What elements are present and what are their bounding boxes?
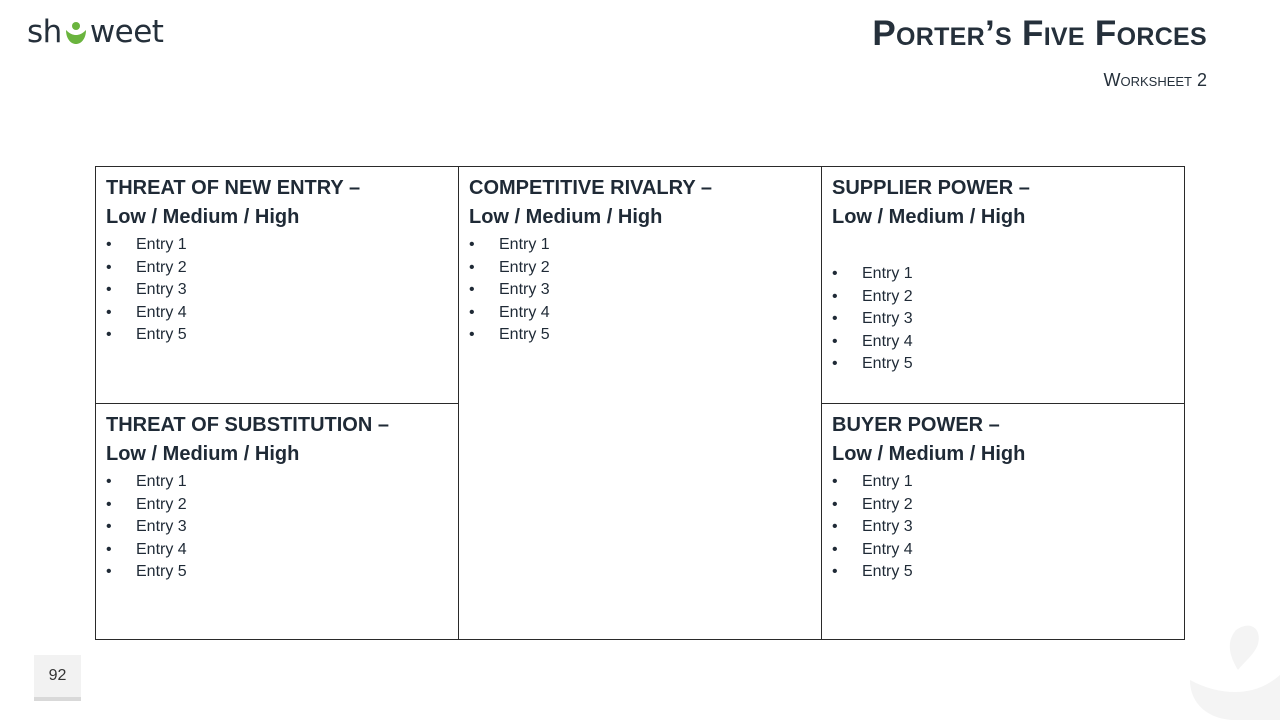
bullet-icon: • — [832, 287, 838, 305]
bullet-icon: • — [106, 236, 112, 253]
logo-text-start: sh — [27, 14, 62, 50]
entry-list — [106, 234, 448, 347]
entry-text: Entry 1 — [862, 265, 913, 282]
heading-rating: Low / Medium / High — [106, 206, 300, 228]
bullet-icon: • — [106, 258, 112, 276]
list-item — [469, 279, 811, 302]
list-item — [832, 308, 1174, 331]
entry-text: Entry 3 — [862, 310, 913, 327]
list-item — [106, 471, 448, 494]
bullet-icon: • — [469, 258, 475, 276]
entry-text: Entry 4 — [499, 303, 550, 321]
entry-text: Entry 2 — [136, 258, 187, 276]
bullet-icon: • — [106, 281, 112, 298]
entry-text: Entry 5 — [862, 563, 913, 580]
list-item — [832, 494, 1174, 517]
list-item — [469, 302, 811, 325]
cell-supplier-power — [822, 167, 1184, 404]
cell-heading — [832, 174, 1174, 232]
entry-text: Entry 4 — [862, 332, 913, 350]
slide-subtitle: Worksheet 2 — [1103, 70, 1207, 90]
list-item — [106, 257, 448, 280]
logo-text-end: weet — [89, 14, 164, 50]
list-item — [106, 324, 448, 347]
cell-heading — [106, 174, 448, 232]
entry-list — [469, 234, 811, 347]
bullet-icon: • — [106, 495, 112, 513]
bullet-icon: • — [832, 518, 838, 535]
bullet-icon: • — [106, 303, 112, 321]
list-item — [832, 539, 1174, 562]
bullet-icon: • — [832, 310, 838, 327]
heading-rating: Low / Medium / High — [469, 206, 663, 228]
list-item — [832, 263, 1174, 286]
cell-competitive-rivalry — [459, 167, 822, 639]
bullet-icon: • — [832, 473, 838, 490]
entry-text: Entry 5 — [499, 326, 550, 343]
list-item — [832, 286, 1174, 309]
bullet-icon: • — [469, 303, 475, 321]
list-item — [106, 279, 448, 302]
entry-text: Entry 5 — [136, 326, 187, 343]
heading-title: SUPPLIER POWER – — [832, 177, 1030, 199]
bullet-icon: • — [832, 563, 838, 580]
list-item — [106, 234, 448, 257]
list-item — [832, 516, 1174, 539]
bullet-icon: • — [106, 326, 112, 343]
bullet-icon: • — [469, 326, 475, 343]
bullet-icon: • — [106, 540, 112, 558]
entry-text: Entry 2 — [136, 495, 187, 513]
list-item — [469, 324, 811, 347]
heading-rating: Low / Medium / High — [832, 206, 1026, 228]
list-item — [106, 561, 448, 584]
list-item — [832, 331, 1174, 354]
five-forces-grid — [95, 166, 1185, 640]
entry-list — [832, 263, 1174, 376]
cell-threat-of-substitution — [96, 404, 459, 640]
heading-title: THREAT OF NEW ENTRY – — [106, 177, 361, 199]
entry-text: Entry 4 — [136, 303, 187, 321]
heading-rating: Low / Medium / High — [832, 443, 1026, 465]
entry-text: Entry 3 — [136, 281, 187, 298]
bullet-icon: • — [469, 236, 475, 253]
entry-text: Entry 2 — [862, 495, 913, 513]
entry-text: Entry 1 — [136, 236, 187, 253]
list-item — [832, 471, 1174, 494]
heading-title: BUYER POWER – — [832, 414, 1000, 436]
bullet-icon: • — [832, 495, 838, 513]
entry-list — [832, 471, 1174, 584]
entry-text: Entry 2 — [499, 258, 550, 276]
bullet-icon: • — [106, 473, 112, 490]
entry-text: Entry 4 — [862, 540, 913, 558]
slide-title: Porter’s Five Forces — [872, 14, 1207, 53]
entry-text: Entry 3 — [862, 518, 913, 535]
cell-heading — [106, 411, 448, 469]
entry-text: Entry 3 — [499, 281, 550, 298]
bullet-icon: • — [832, 265, 838, 282]
bullet-icon: • — [106, 563, 112, 580]
cell-heading — [469, 174, 811, 232]
list-item — [469, 234, 811, 257]
list-item — [106, 302, 448, 325]
heading-title: COMPETITIVE RIVALRY – — [469, 177, 712, 199]
entry-text: Entry 5 — [862, 355, 913, 372]
list-item — [832, 561, 1174, 584]
entry-list — [106, 471, 448, 584]
heading-rating: Low / Medium / High — [106, 443, 300, 465]
bullet-icon: • — [832, 332, 838, 350]
list-item — [832, 353, 1174, 376]
cell-threat-of-new-entry — [96, 167, 459, 404]
logo-leaf-icon — [63, 17, 89, 47]
entry-text: Entry 5 — [136, 563, 187, 580]
bullet-icon: • — [106, 518, 112, 535]
list-item — [106, 539, 448, 562]
bullet-icon: • — [832, 355, 838, 372]
entry-text: Entry 3 — [136, 518, 187, 535]
entry-text: Entry 1 — [499, 236, 550, 253]
entry-text: Entry 2 — [862, 287, 913, 305]
bullet-icon: • — [469, 281, 475, 298]
bullet-icon: • — [832, 540, 838, 558]
showeet-logo — [27, 12, 163, 52]
watermark-leaf-icon — [1180, 620, 1280, 720]
list-item — [106, 494, 448, 517]
entry-text: Entry 1 — [136, 473, 187, 490]
list-item — [469, 257, 811, 280]
page-number: 92 — [34, 655, 81, 701]
entry-text: Entry 1 — [862, 473, 913, 490]
cell-buyer-power — [822, 404, 1184, 640]
heading-title: THREAT OF SUBSTITUTION – — [106, 414, 389, 436]
list-item — [106, 516, 448, 539]
cell-heading — [832, 411, 1174, 469]
entry-text: Entry 4 — [136, 540, 187, 558]
